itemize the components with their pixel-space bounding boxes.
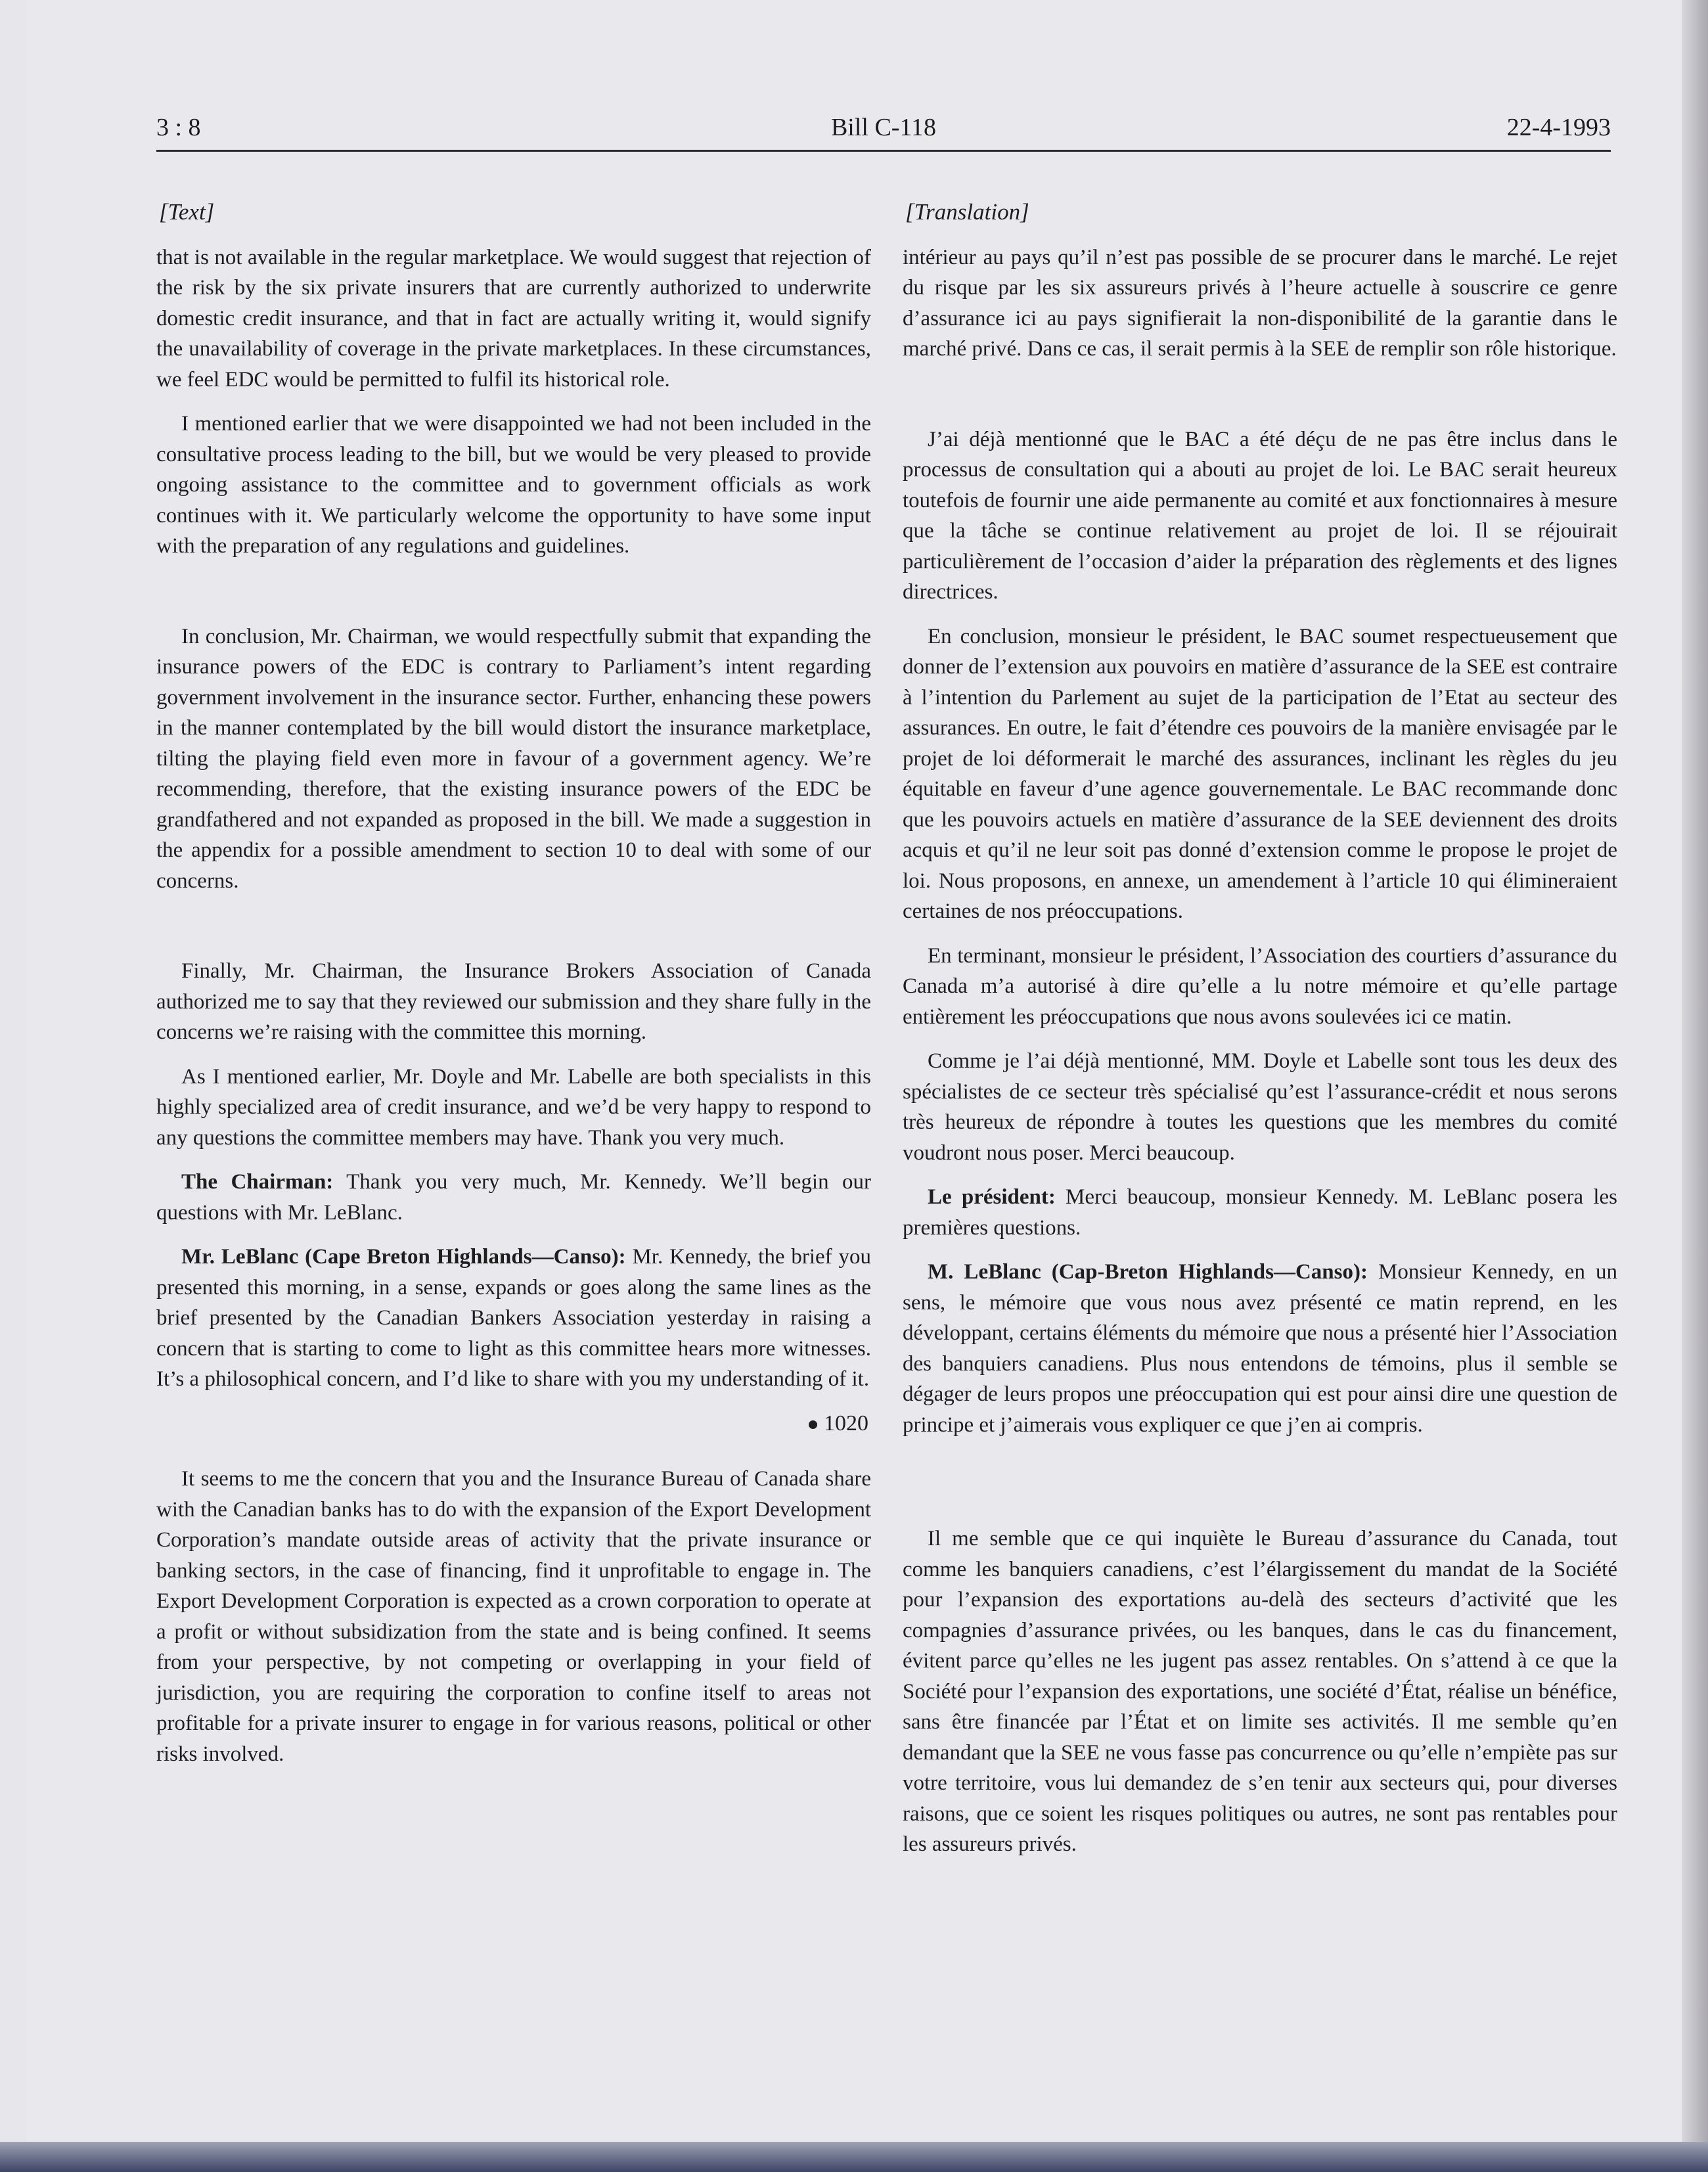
text-label: [Text] — [159, 199, 215, 225]
english-paragraph: It seems to me the concern that you and the Insurance Bureau of Canada share with the Canadian banks has to do with the expansion of the Export Development Corporation’s mandate outside areas of activity that the private insurance or banking sectors, in the case of financing, find it unprofitable to engage in. The Export Development Corporation is expected as a crown corporation to operate at a profit or without subsidization from the state and is being confined. It seems from your perspective, by not competing or overlapping in your field of jurisdiction, you are requiring the corporation to confine itself to areas not profitable for a private insurer to engage in for various reasons, political or other risks involved. — [156, 1467, 871, 1766]
english-paragraph: I mentioned earlier that we were disappointed we had not been included in the consultative process leading to the bill, but we would be very pleased to provide ongoing assistance to the committee and to government officials as work continues with it. We particularly welcome the opportunity to have some input with the preparation of any regulations and guidelines. — [156, 412, 871, 558]
session-date: 22-4-1993 — [1506, 114, 1611, 141]
bullet-icon — [809, 1420, 817, 1429]
french-paragraph: J’ai déjà mentionné que le BAC a été déçu de ne pas être inclus dans le processus de consultation qui a abouti au projet de loi. Le BAC serait heureux toutefois de fournir une aide permanente au comité et aux fonctionnaires à mesure que la tâche se continue relativement au projet de loi. Il se réjouirait particulièrement de l’occasion d’aider la préparation des règlements et des lignes directrices. — [903, 427, 1617, 604]
speech-text: Mr. Kennedy, the brief you presented this morning, in a sense, expands or goes along the same lines as the brief presented by the Canadian Bankers Association yesterday in raising a concern that is starting to come to light as this committee hears more witnesses. It’s a philosophical concern, and I’d like to share with you my understanding of it. — [156, 1245, 872, 1391]
time-marker — [156, 1409, 868, 1439]
speaker-name: Le président: — [928, 1185, 1056, 1209]
english-column — [156, 197, 871, 1783]
spacer — [903, 378, 1617, 424]
french-speech — [903, 1182, 1617, 1243]
speaker-name: The Chairman: — [181, 1170, 334, 1194]
spacer — [156, 576, 871, 622]
speech-text: Merci beaucoup, monsieur Kennedy. M. LeBlanc posera les premières questions. — [903, 1185, 1618, 1240]
time-marker-value: 1020 — [824, 1411, 868, 1436]
page-header — [156, 110, 1611, 152]
french-paragraph: En terminant, monsieur le président, l’Association des courtiers d’assurance du Canada m’a autorisé à dire qu’elle a lu notre mémoire et qu’elle partage entièrement les préoccupations que nous avons soulevées ici ce matin. — [903, 943, 1617, 1029]
speech-text: Thank you very much, Mr. Kennedy. We’ll begin our questions with Mr. LeBlanc. — [156, 1170, 872, 1225]
french-paragraph: intérieur au pays qu’il n’est pas possible de se procurer dans le marché. Le rejet du risque par les six assureurs privés à l’heure actuelle à souscrire ce genre d’assurance ici au pays signifierait la non-disponibilité de la garantie dans le marché privé. Dans ce cas, il serait permis à la SEE de remplir son rôle historique. — [903, 245, 1617, 361]
french-column — [903, 197, 1617, 1874]
speech-text: Monsieur Kennedy, en un sens, le mémoire que vous nous avez présenté ce matin reprend, en les développant, certains éléments du mémoire que nous a présenté hier l’Association des banquiers canadiens. Plus nous entendons de témoins, plus il semble se dégager de leurs propos une préoccupation qui est pour ainsi dire une question de principe et j’aimerais vous expliquer ce que j’en ai compris. — [903, 1260, 1617, 1437]
french-paragraph: En conclusion, monsieur le président, le BAC soumet respectueusement que donner de l’extension aux pouvoirs en matière d’assurance de la SEE est contraire à l’intention du Parlement au sujet de la participation de l’Etat au secteur des assurances. En outre, le fait d’étendre ces pouvoirs de la manière envisagée par le projet de loi déformerait le marché des assurances, inclinant les règles du jeu équitable en faveur d’une agence gouvernementale. Le BAC recommande donc que les pouvoirs actuels en matière d’assurance de la SEE deviennent des droits acquis et qu’il ne leur soit pas donné d’extension comme le propose le projet de loi. Nous proposons, en annexe, un amendement à l’article 10 qui élimineraient certaines de nos préoccupations. — [903, 624, 1617, 923]
scanner-bed-strip — [0, 2142, 1708, 2172]
french-paragraph: Il me semble que ce qui inquiète le Bureau d’assurance du Canada, tout comme les banquiers canadiens, c’est l’élargissement du mandat de la Société pour l’expansion des exportations au-delà des secteurs d’activité que les compagnies d’assurance privées, ou les banques, dans le cas du financement, évitent parce qu’elles ne les jugent pas assez rentables. On s’attend à ce que la Société pour l’expansion des exportations, une société d’État, réalise un bénéfice, sans être financée par l’État et on limite ses activités. Il me semble qu’en demandant que la SEE ne vous fasse pas concurrence ou qu’elle n’empiète pas sur votre territoire, vous lui demandez de s’en tenir aux secteurs qui, pour diverses raisons, que ce soient les risques politiques ou autres, ne sont pas rentables pour les assureurs privés. — [903, 1527, 1617, 1856]
english-speech — [156, 1167, 871, 1228]
english-paragraph: Finally, Mr. Chairman, the Insurance Brokers Association of Canada authorized me to say that they reviewed our submission and they share fully in the concerns we’re raising with the committee this morning. — [156, 959, 871, 1044]
translation-label: [Translation] — [905, 199, 1029, 225]
page-edge-shadow — [1682, 0, 1708, 2172]
english-paragraph: that is not available in the regular marketplace. We would suggest that rejection of the risk by the six private insurers that are currently authorized to underwrite domestic credit insurance, and that in fact are actually writing it, would signify the unavailability of coverage in the private marketplaces. In these circumstances, we feel EDC would be permitted to fulfil its historical role. — [156, 245, 871, 392]
french-paragraph: Comme je l’ai déjà mentionné, MM. Doyle et Labelle sont tous les deux des spécialistes de ce secteur très spécialisé qu’est l’assurance-crédit et nous serons très heureux de répondre à toutes les questions que les membres du comité voudront nous poser. Merci beaucoup. — [903, 1049, 1617, 1165]
speaker-name: M. LeBlanc (Cap-Breton Highlands—Canso): — [928, 1260, 1368, 1284]
speaker-name: Mr. LeBlanc (Cape Breton Highlands—Canso): — [181, 1245, 626, 1269]
french-speech — [903, 1257, 1617, 1440]
english-paragraph: In conclusion, Mr. Chairman, we would respectfully submit that expanding the insurance powers of the EDC is contrary to Parliament’s intent regarding government involvement in the insurance sector. Further, enhancing these powers in the manner contemplated by the bill would distort the insurance marketplace, tilting the playing field even more in favour of a government agency. We’re recommending, therefore, that the existing insurance powers of the EDC be grandfathered and not expanded as proposed in the bill. We made a suggestion in the appendix for a possible amendment to section 10 to deal with some of our concerns. — [156, 624, 871, 893]
bill-title: Bill C-118 — [830, 114, 937, 141]
english-paragraph: As I mentioned earlier, Mr. Doyle and Mr. Labelle are both specialists in this highly specialized area of credit insurance, and we’d be very happy to respond to any questions the committee members may have. Thank you very much. — [156, 1064, 871, 1150]
spacer — [156, 910, 871, 956]
page-number: 3 : 8 — [156, 114, 201, 141]
spacer — [903, 1454, 1617, 1524]
english-speech — [156, 1242, 871, 1395]
